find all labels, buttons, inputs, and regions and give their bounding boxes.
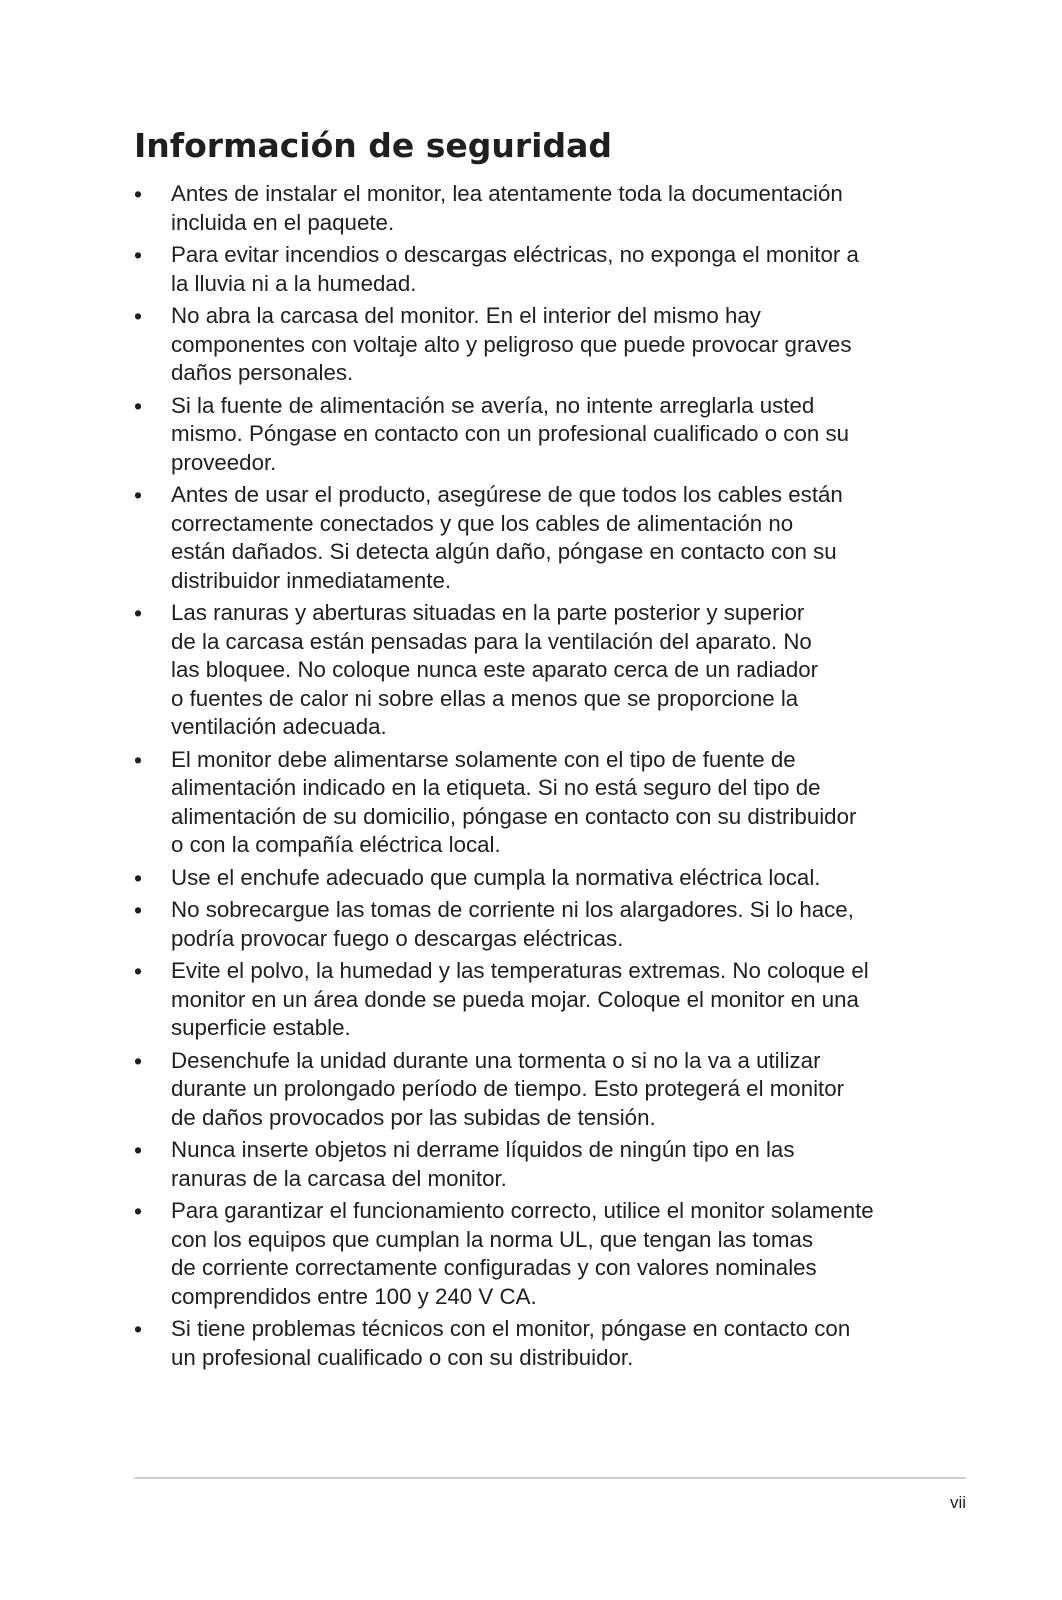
- bullet-marker: •: [134, 958, 143, 984]
- bullet-marker: •: [134, 1137, 143, 1163]
- safety-item-text: [171, 302, 934, 388]
- safety-item-text: [171, 481, 934, 595]
- safety-item-text: [171, 1197, 934, 1311]
- text-line: de la carcasa están pensadas para la ventilación del aparato. No: [171, 628, 812, 654]
- bullet-marker: •: [134, 746, 143, 773]
- bullet-marker: •: [134, 242, 143, 268]
- safety-item: [134, 957, 934, 1043]
- text-line: Desenchufe la unidad durante una tormenta o si no la va a utilizar: [171, 1047, 821, 1073]
- text-line: comprendidos entre 100 y 240 V CA.: [171, 1283, 537, 1309]
- text-line: de corriente correctamente configuradas y con valores nominales: [171, 1255, 817, 1280]
- safety-item: [134, 392, 934, 478]
- safety-item: [134, 1136, 934, 1193]
- safety-item: [134, 1315, 934, 1372]
- text-line: con los equipos que cumplan la norma UL, que tengan las tomas: [171, 1226, 814, 1252]
- text-line: o con la compañía eléctrica local.: [171, 832, 501, 857]
- text-line: proveedor.: [171, 449, 277, 475]
- text-line: No abra la carcasa del monitor. En el interior del mismo hay: [171, 303, 761, 328]
- safety-item: [134, 302, 934, 388]
- text-line: Nunca inserte objetos ni derrame líquidos de ningún tipo en las: [171, 1137, 795, 1162]
- safety-item: [134, 746, 934, 860]
- safety-item-text: [171, 599, 934, 742]
- bullet-marker: •: [134, 864, 143, 891]
- bullet-marker: •: [134, 1316, 143, 1342]
- text-line: Si la fuente de alimentación se avería, no intente arreglarla usted: [171, 392, 815, 418]
- text-line: Antes de usar el producto, asegúrese de que todos los cables están: [171, 482, 843, 507]
- bullet-marker: •: [134, 1047, 143, 1074]
- text-line: podría provocar fuego o descargas eléctricas.: [171, 925, 624, 951]
- text-line: El monitor debe alimentarse solamente con el tipo de fuente de: [171, 746, 796, 772]
- bullet-marker: •: [134, 600, 143, 626]
- footer-divider: [134, 1477, 966, 1479]
- safety-item-text: [171, 241, 934, 298]
- text-line: Para evitar incendios o descargas eléctricas, no exponga el monitor a: [171, 242, 859, 267]
- safety-item-text: [171, 1047, 934, 1133]
- text-line: alimentación indicado en la etiqueta. Si no está seguro del tipo de: [171, 775, 821, 800]
- safety-item: [134, 1197, 934, 1311]
- safety-item: [134, 481, 934, 595]
- safety-item-text: [171, 746, 934, 860]
- bullet-marker: •: [134, 303, 143, 329]
- text-line: durante un prolongado período de tiempo. Esto protegerá el monitor: [171, 1076, 845, 1101]
- text-line: ranuras de la carcasa del monitor.: [171, 1165, 507, 1191]
- text-line: Para garantizar el funcionamiento correcto, utilice el monitor solamente: [171, 1198, 874, 1223]
- text-line: monitor en un área donde se pueda mojar. Coloque el monitor en una: [171, 986, 859, 1012]
- text-line: las bloquee. No coloque nunca este aparato cerca de un radiador: [171, 657, 819, 682]
- text-line: la lluvia ni a la humedad.: [171, 270, 417, 296]
- text-line: de daños provocados por las subidas de tensión.: [171, 1104, 656, 1130]
- text-line: Las ranuras y aberturas situadas en la parte posterior y superior: [171, 600, 805, 625]
- text-line: No sobrecargue las tomas de corriente ni los alargadores. Si lo hace,: [171, 897, 854, 922]
- safety-item: [134, 896, 934, 953]
- safety-item: [134, 180, 934, 237]
- page-number: vii: [949, 1493, 966, 1512]
- safety-item: [134, 599, 934, 742]
- safety-item-text: [171, 180, 934, 237]
- text-line: distribuidor inmediatamente.: [171, 567, 452, 593]
- safety-instructions-list: [134, 180, 934, 1376]
- page-title: Información de seguridad: [134, 126, 612, 165]
- text-line: están dañados. Si detecta algún daño, póngase en contacto con su: [171, 539, 837, 564]
- bullet-marker: •: [134, 897, 143, 923]
- text-line: un profesional cualificado o con su distribuidor.: [171, 1344, 634, 1370]
- text-line: componentes con voltaje alto y peligroso que puede provocar graves: [171, 331, 852, 357]
- text-line: Antes de instalar el monitor, lea atentamente toda la documentación: [171, 181, 843, 206]
- text-line: mismo. Póngase en contacto con un profesional cualificado o con su: [171, 421, 849, 446]
- text-line: Si tiene problemas técnicos con el monitor, póngase en contacto con: [171, 1316, 851, 1341]
- text-line: ventilación adecuada.: [171, 714, 387, 739]
- safety-item: [134, 1047, 934, 1133]
- safety-item-text: [171, 392, 934, 478]
- text-line: Evite el polvo, la humedad y las temperaturas extremas. No coloque el: [171, 958, 869, 983]
- safety-item-text: [171, 1315, 934, 1372]
- safety-item-text: [171, 864, 934, 893]
- text-line: alimentación de su domicilio, póngase en contacto con su distribuidor: [171, 803, 857, 829]
- safety-item: [134, 241, 934, 298]
- bullet-marker: •: [134, 392, 143, 419]
- safety-item-text: [171, 896, 934, 953]
- safety-item-text: [171, 957, 934, 1043]
- text-line: daños personales.: [171, 360, 354, 385]
- text-line: incluida en el paquete.: [171, 209, 395, 235]
- bullet-marker: •: [134, 1198, 143, 1224]
- text-line: correctamente conectados y que los cables de alimentación no: [171, 510, 794, 536]
- safety-item: [134, 864, 934, 893]
- text-line: superficie estable.: [171, 1015, 351, 1040]
- safety-item-text: [171, 1136, 934, 1193]
- bullet-marker: •: [134, 181, 143, 207]
- bullet-marker: •: [134, 482, 143, 508]
- text-line: Use el enchufe adecuado que cumpla la normativa eléctrica local.: [171, 864, 821, 890]
- text-line: o fuentes de calor ni sobre ellas a menos que se proporcione la: [171, 685, 799, 711]
